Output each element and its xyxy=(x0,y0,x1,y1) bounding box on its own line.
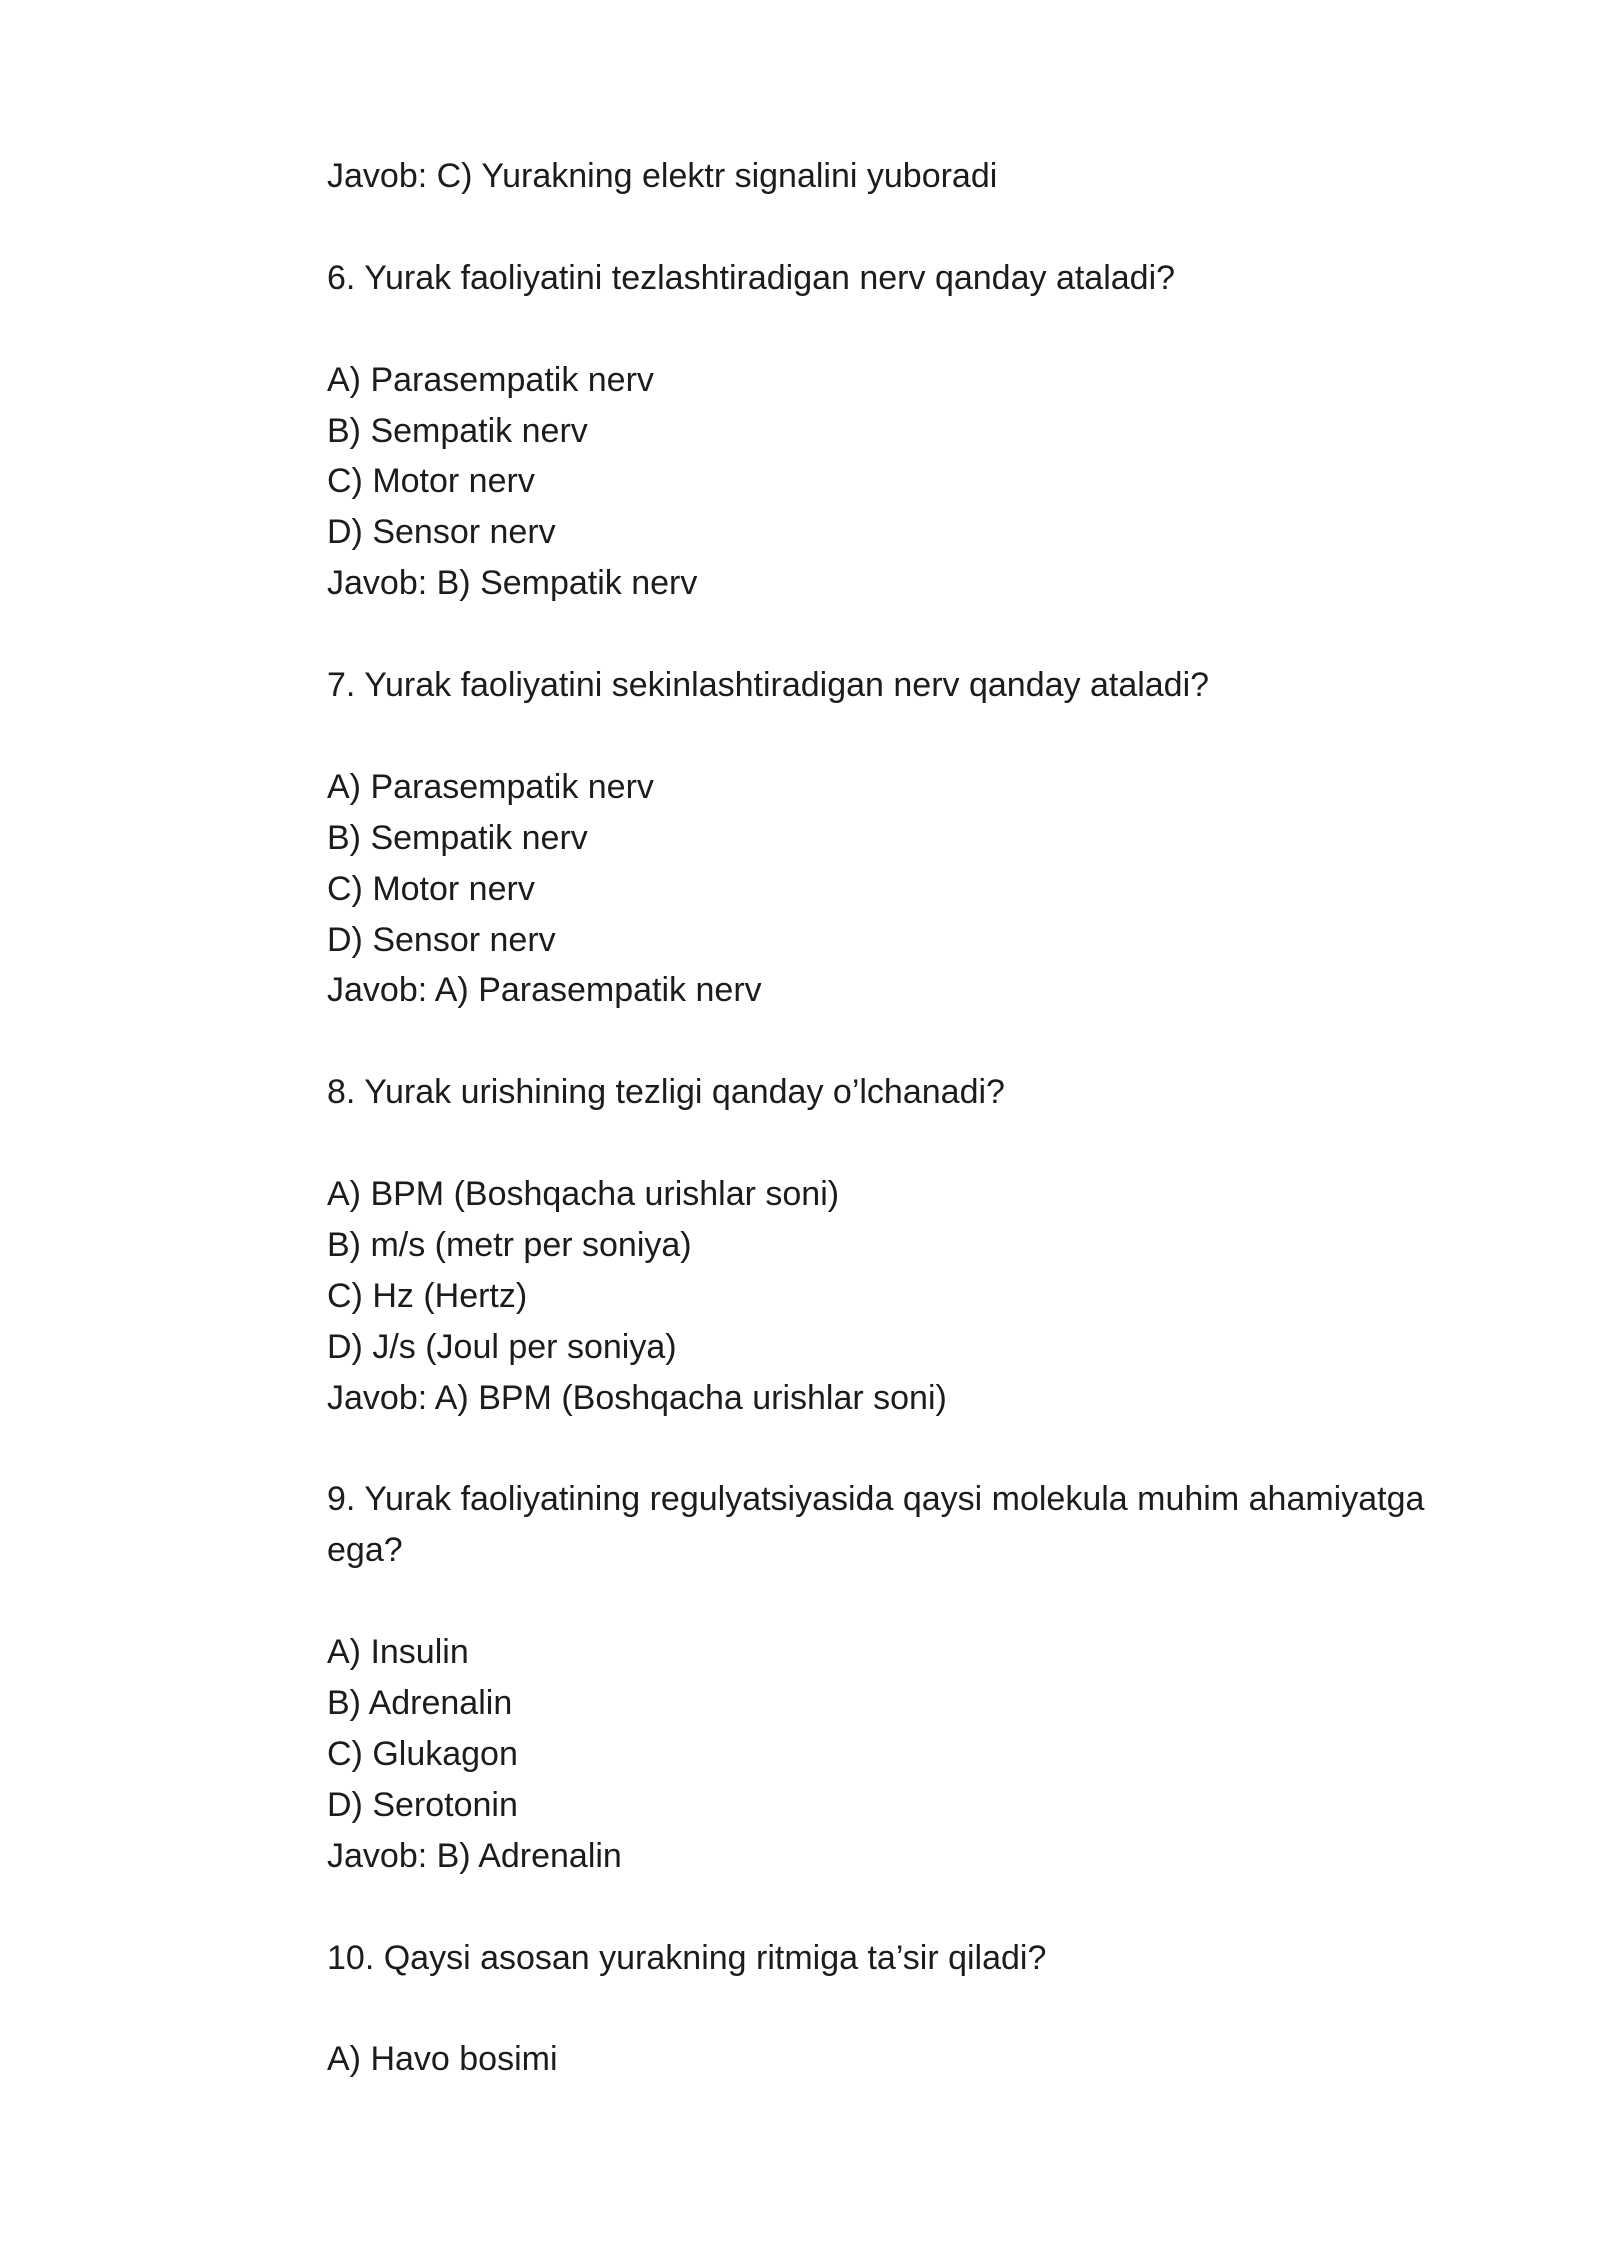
option-8a: A) BPM (Boshqacha urishlar soni) xyxy=(327,1175,840,1214)
option-9c: C) Glukagon xyxy=(327,1734,518,1773)
option-9d: D) Serotonin xyxy=(327,1785,518,1824)
option-6d: D) Sensor nerv xyxy=(327,513,556,552)
option-6a: A) Parasempatik nerv xyxy=(327,360,654,399)
option-6c: C) Motor nerv xyxy=(327,462,535,501)
document-page xyxy=(327,151,1467,2085)
option-8b: B) m/s (metr per soniya) xyxy=(327,1225,692,1264)
question-block-10 xyxy=(327,1933,1467,2086)
option-6b: B) Sempatik nerv xyxy=(327,411,588,450)
question-9: 9. Yurak faoliyatining regulyatsiyasida qaysi molekula muhim ahamiyatga ega? xyxy=(327,1480,1425,1570)
question-10: 10. Qaysi asosan yurakning ritmiga ta’sir qiladi? xyxy=(327,1938,1047,1977)
answer-6: Javob: B) Sempatik nerv xyxy=(327,564,698,603)
question-block-9 xyxy=(327,1474,1467,1881)
question-block-8 xyxy=(327,1067,1467,1423)
option-8d: D) J/s (Joul per soniya) xyxy=(327,1327,677,1366)
question-block-7 xyxy=(327,660,1467,1016)
option-7c: C) Motor nerv xyxy=(327,869,535,908)
answer-8: Javob: A) BPM (Boshqacha urishlar soni) xyxy=(327,1378,947,1417)
question-block-6 xyxy=(327,253,1467,609)
option-8c: C) Hz (Hertz) xyxy=(327,1276,528,1315)
option-10a: A) Havo bosimi xyxy=(327,2040,558,2079)
option-7a: A) Parasempatik nerv xyxy=(327,767,654,806)
option-9b: B) Adrenalin xyxy=(327,1684,513,1723)
question-7: 7. Yurak faoliyatini sekinlashtiradigan nerv qanday ataladi? xyxy=(327,666,1210,705)
answer-9: Javob: B) Adrenalin xyxy=(327,1836,622,1875)
answer-7: Javob: A) Parasempatik nerv xyxy=(327,971,762,1010)
answer-5: Javob: C) Yurakning elektr signalini yuboradi xyxy=(327,157,998,195)
option-7b: B) Sempatik nerv xyxy=(327,818,588,857)
option-7d: D) Sensor nerv xyxy=(327,920,556,959)
option-9a: A) Insulin xyxy=(327,1633,469,1672)
question-6: 6. Yurak faoliyatini tezlashtiradigan nerv qanday ataladi? xyxy=(327,258,1176,297)
question-8: 8. Yurak urishining tezligi qanday o’lchanadi? xyxy=(327,1073,1005,1112)
